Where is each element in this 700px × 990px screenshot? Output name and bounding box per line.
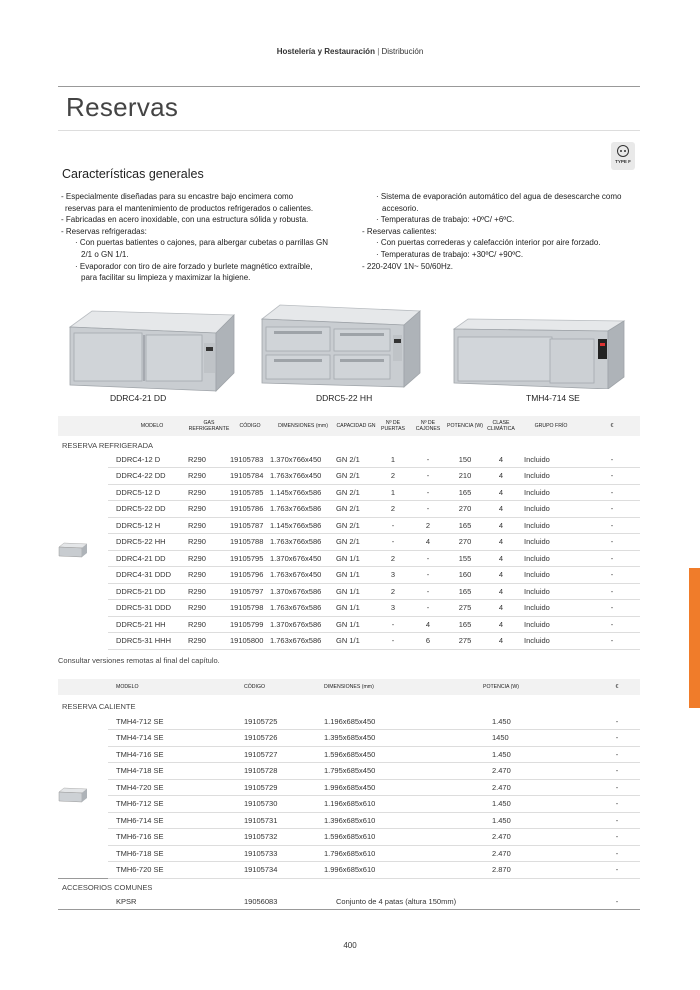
table-cell: Incluido [518,534,584,551]
table-cell: 4 [484,468,518,485]
col-header: € [594,679,640,695]
table-cell: Incluido [518,633,584,650]
table-cell: Incluido [518,567,584,584]
table-cell: 19105797 [230,583,270,600]
table-cell: 6 [410,633,446,650]
table-header-row [58,679,640,695]
page-title: Reservas [66,92,179,122]
table-cell: 1.370x766x450 [270,451,336,468]
product-image-ddrc4-21-dd [66,307,238,393]
table-cell: Conjunto de 4 patas (altura 150mm) [320,893,594,910]
table-cell: DDRC5-21 DD [108,583,188,600]
product-label: DDRC4-21 DD [110,393,167,403]
table-row [58,468,640,485]
table-cell: - [584,600,640,617]
table-cell: 19105731 [238,812,320,829]
table-cell: - [584,517,640,534]
table-cell: - [584,567,640,584]
table-cell: 4 [484,633,518,650]
table-cell: 1.196x685x450 [320,713,480,730]
table-cell: - [584,484,640,501]
table-row [58,550,640,567]
feature-line: para facilitar su limpieza y maximizar la higiene. [81,273,251,283]
col-header: CAPACIDAD GN [336,416,376,436]
col-header: POTENCIA (W) [480,679,594,695]
header-divider [58,86,640,87]
table-cell: 4 [410,616,446,633]
table-row [58,484,640,501]
table-header-row [58,416,640,436]
table-cell: 19105729 [238,779,320,796]
table-cell: TMH4-718 SE [108,763,238,780]
table-cell: DDRC5-22 DD [108,501,188,518]
header-subsection: Distribución [381,47,424,56]
table-cell: - [376,517,410,534]
page-header [0,47,700,56]
col-header: DIMENSIONES (mm) [270,416,336,436]
table-cell: GN 1/1 [336,583,376,600]
section-label: ACCESORIOS COMUNES [58,878,640,893]
table-cell: R290 [188,517,230,534]
table-cell: 19105730 [238,796,320,813]
col-header: MODELO [108,679,238,695]
table-cell: R290 [188,633,230,650]
table-cell: GN 1/1 [336,600,376,617]
header-separator: | [377,47,380,56]
table-cell: KPSR [108,893,238,910]
table-cell: DDRC4-22 DD [108,468,188,485]
table-cell: TMH4-720 SE [108,779,238,796]
table-cell: Incluido [518,550,584,567]
table-cell: - [594,862,640,879]
table-cell: 19105734 [238,862,320,879]
section-row [58,878,640,893]
table-cell: 2 [376,583,410,600]
feature-line: - Especialmente diseñadas para su encastre bajo encimera como [61,192,294,201]
chapter-tab [689,568,700,708]
table-cell: R290 [188,550,230,567]
table-cell: 165 [446,616,484,633]
table-cell: R290 [188,583,230,600]
table-cell: 4 [484,550,518,567]
table-row [58,616,640,633]
col-header: POTENCIA (W) [446,416,484,436]
table-cell: DDRC4-12 D [108,451,188,468]
counter-thumbnail-icon [58,787,88,803]
table-cell: 2.470 [480,779,594,796]
table-cell: 1.996x685x610 [320,862,480,879]
features-title: Características generales [62,167,204,181]
col-header: MODELO [108,416,188,436]
table-row [58,829,640,846]
table-row [58,583,640,600]
table-row [58,600,640,617]
table-row [58,501,640,518]
table-cell: R290 [188,468,230,485]
table-cell: DDRC5-31 DDD [108,600,188,617]
hot-table [58,679,640,910]
table-cell: Incluido [518,468,584,485]
table-cell: 1.450 [480,713,594,730]
features-right [362,191,652,272]
table-cell: - [594,812,640,829]
table-cell: 270 [446,534,484,551]
title-divider [58,130,640,131]
table-cell: 1.395x685x450 [320,730,480,747]
col-header: Nº DE CAJONES [410,416,446,436]
table-cell: 1 [376,484,410,501]
table-cell: 4 [484,567,518,584]
table-cell: Incluido [518,451,584,468]
table-cell: 1.996x685x450 [320,779,480,796]
table-cell: - [584,451,640,468]
table-cell: 4 [484,451,518,468]
table-cell: - [584,501,640,518]
table-cell: 3 [376,600,410,617]
table-cell: 2 [410,517,446,534]
table-cell: 19056083 [238,893,320,910]
feature-line: · Con puertas batientes o cajones, para albergar cubetas o parrillas GN [75,238,329,248]
table-cell: 19105725 [238,713,320,730]
table-cell: R290 [188,451,230,468]
table-cell: TMH6-714 SE [108,812,238,829]
table-cell: 1.196x685x610 [320,796,480,813]
feature-line: reservas para el mantenimiento de productos refrigerados o calientes. [65,203,314,213]
table-cell: 19105799 [230,616,270,633]
table-cell: - [594,746,640,763]
table-row [58,534,640,551]
table-cell: - [376,534,410,551]
table-cell: 19105726 [238,730,320,747]
table-cell: - [410,550,446,567]
table-cell: - [410,501,446,518]
table-cell: DDRC5-22 HH [108,534,188,551]
table-cell: 1.145x766x586 [270,484,336,501]
table-cell: 1.450 [480,796,594,813]
feature-line: - Reservas refrigeradas: [61,226,147,236]
table-row [58,845,640,862]
table-cell: - [584,633,640,650]
table-row [58,796,640,813]
table-cell: - [410,600,446,617]
table-cell: TMH4-712 SE [108,713,238,730]
table-cell: - [594,730,640,747]
table-cell: GN 2/1 [336,517,376,534]
table-cell: 4 [484,534,518,551]
plug-icon [617,145,629,157]
table-note: Consultar versiones remotas al final del capítulo. [58,656,220,665]
table-cell: R290 [188,616,230,633]
table-cell: 19105784 [230,468,270,485]
hot-thumbnail [58,713,108,878]
table-cell: 1.763x766x450 [270,468,336,485]
table-cell: - [594,845,640,862]
table-cell: - [584,583,640,600]
table-cell: GN 2/1 [336,451,376,468]
feature-line: · Sistema de evaporación automático del agua de desescarche como [376,192,622,201]
table-cell: 150 [446,451,484,468]
col-header: Nº DE PUERTAS [376,416,410,436]
table-cell: 2.470 [480,763,594,780]
table-cell: GN 1/1 [336,633,376,650]
table-cell: TMH4-716 SE [108,746,238,763]
table-cell: Incluido [518,517,584,534]
table-cell: GN 2/1 [336,468,376,485]
table-cell: 155 [446,550,484,567]
table-cell: - [594,796,640,813]
table-cell: 1.450 [480,746,594,763]
table-cell: DDRC4-21 DD [108,550,188,567]
feature-line: · Temperaturas de trabajo: +0ºC/ +6ºC. [376,215,515,225]
table-cell: Incluido [518,583,584,600]
table-cell: - [584,550,640,567]
table-cell: 4 [484,517,518,534]
product-image-ddrc5-22-hh [258,303,424,391]
table-row [58,633,640,650]
feature-line: · Evaporador con tiro de aire forzado y burlete magnético extraíble, [75,261,313,271]
table-cell: - [410,468,446,485]
table-cell: 160 [446,567,484,584]
table-cell: 3 [376,567,410,584]
table-cell: - [410,451,446,468]
table-cell: 2.470 [480,845,594,862]
table-cell: 2 [376,468,410,485]
table-cell: R290 [188,600,230,617]
table-cell: TMH6-716 SE [108,829,238,846]
table-cell: 2.470 [480,829,594,846]
table-row [58,517,640,534]
header-section: Hostelería y Restauración [276,47,375,56]
table-cell: 1.450 [480,812,594,829]
table-cell: 19105788 [230,534,270,551]
table-cell: 210 [446,468,484,485]
features-left [61,191,351,284]
feature-line: · Con puertas correderas y calefacción interior por aire forzado. [376,238,601,248]
table-cell: 2.870 [480,862,594,879]
table-cell: DDRC5-31 HHH [108,633,188,650]
table-cell: 19105785 [230,484,270,501]
table-cell: - [594,779,640,796]
table-row [58,763,640,780]
table-row [58,862,640,879]
table-cell: 19105733 [238,845,320,862]
table-row [58,567,640,584]
table-cell: 2 [376,550,410,567]
table-cell: 1.370x676x586 [270,616,336,633]
table-cell: 4 [484,616,518,633]
table-cell: DDRC5-12 D [108,484,188,501]
badge-label: TYPE F [615,159,631,164]
table-cell: 1.596x685x610 [320,829,480,846]
refrigerated-thumbnail [58,451,108,649]
table-cell: - [594,713,640,730]
table-cell: 1.763x766x586 [270,534,336,551]
product-image-tmh4-714-se [452,317,626,389]
table-cell: DDRC5-21 HH [108,616,188,633]
table-cell: - [584,468,640,485]
table-row [58,812,640,829]
table-cell: Incluido [518,616,584,633]
accessory-row [58,893,640,910]
table-cell: 1 [376,451,410,468]
table-cell: 4 [484,484,518,501]
table-cell: 19105728 [238,763,320,780]
feature-line: accesorio. [382,203,419,213]
table-cell: 4 [484,501,518,518]
table-cell: 4 [410,534,446,551]
col-header: DIMENSIONES (mm) [320,679,480,695]
type-f-badge [611,142,635,170]
table-cell: 1.796x685x610 [320,845,480,862]
col-header: CÓDIGO [230,416,270,436]
table-cell: GN 2/1 [336,501,376,518]
feature-line: 2/1 o GN 1/1. [81,249,129,259]
table-cell: R290 [188,501,230,518]
feature-line: · Temperaturas de trabajo: +30ºC/ +90ºC. [376,249,524,259]
table-cell: - [410,484,446,501]
product-label: DDRC5-22 HH [316,393,373,403]
table-cell: 1.763x676x450 [270,567,336,584]
table-cell: GN 2/1 [336,484,376,501]
table-cell: - [594,893,640,910]
refrigerated-table [58,416,640,650]
table-cell: R290 [188,567,230,584]
table-row [58,451,640,468]
table-cell: 19105798 [230,600,270,617]
table-cell: 19105800 [230,633,270,650]
table-cell: GN 2/1 [336,534,376,551]
table-cell: 275 [446,633,484,650]
table-cell: 19105796 [230,567,270,584]
table-cell: 1.795x685x450 [320,763,480,780]
table-cell: - [376,633,410,650]
table-row [58,779,640,796]
table-cell: - [594,829,640,846]
table-cell: 165 [446,583,484,600]
table-cell: GN 1/1 [336,567,376,584]
table-cell: GN 1/1 [336,550,376,567]
table-cell: 4 [484,583,518,600]
table-cell: 165 [446,484,484,501]
feature-line: - Fabricadas en acero inoxidable, con una estructura sólida y robusta. [61,215,309,225]
table-cell: DDRC4-31 DDD [108,567,188,584]
feature-line: - 220-240V 1N~ 50/60Hz. [362,261,453,271]
table-cell: TMH4-714 SE [108,730,238,747]
table-cell: 19105795 [230,550,270,567]
table-cell: 19105786 [230,501,270,518]
page-number: 400 [343,941,357,950]
table-cell: 165 [446,517,484,534]
table-cell: 1.145x766x586 [270,517,336,534]
table-row [58,746,640,763]
table-cell: Incluido [518,600,584,617]
table-cell: TMH6-718 SE [108,845,238,862]
table-cell: GN 1/1 [336,616,376,633]
table-cell: Incluido [518,484,584,501]
table-row [58,730,640,747]
table-cell: TMH6-720 SE [108,862,238,879]
table-cell: TMH6-712 SE [108,796,238,813]
table-cell: 1.763x676x586 [270,633,336,650]
table-cell: 19105783 [230,451,270,468]
table-cell: 1.370x676x586 [270,583,336,600]
table-cell: - [584,534,640,551]
table-cell: 1.596x685x450 [320,746,480,763]
table-cell: 1.763x766x586 [270,501,336,518]
table-cell: - [594,763,640,780]
section-row [58,695,640,713]
table-cell: 270 [446,501,484,518]
table-cell: 19105727 [238,746,320,763]
table-cell: Incluido [518,501,584,518]
col-header: GRUPO FRÍO [518,416,584,436]
table-cell: 2 [376,501,410,518]
table-cell: 19105787 [230,517,270,534]
table-cell: 1450 [480,730,594,747]
table-cell: - [410,583,446,600]
col-header: CÓDIGO [238,679,320,695]
section-label: RESERVA REFRIGERADA [62,441,153,450]
table-cell: 1.370x676x450 [270,550,336,567]
section-label: RESERVA CALIENTE [62,702,136,711]
table-cell: - [376,616,410,633]
col-header: € [584,416,640,436]
table-cell: - [410,567,446,584]
col-header: GAS REFRIGERANTE [188,416,230,436]
product-label: TMH4-714 SE [526,393,580,403]
feature-line: - Reservas calientes: [362,226,437,236]
table-cell: 19105732 [238,829,320,846]
counter-thumbnail-icon [58,542,88,558]
table-cell: R290 [188,534,230,551]
section-row [58,436,640,451]
table-cell: 4 [484,600,518,617]
table-cell: 1.763x676x586 [270,600,336,617]
table-row [58,713,640,730]
table-cell: 1.396x685x610 [320,812,480,829]
col-header: CLASE CLIMÁTICA [484,416,518,436]
table-cell: - [584,616,640,633]
table-cell: 275 [446,600,484,617]
table-cell: R290 [188,484,230,501]
table-cell: DDRC5-12 H [108,517,188,534]
